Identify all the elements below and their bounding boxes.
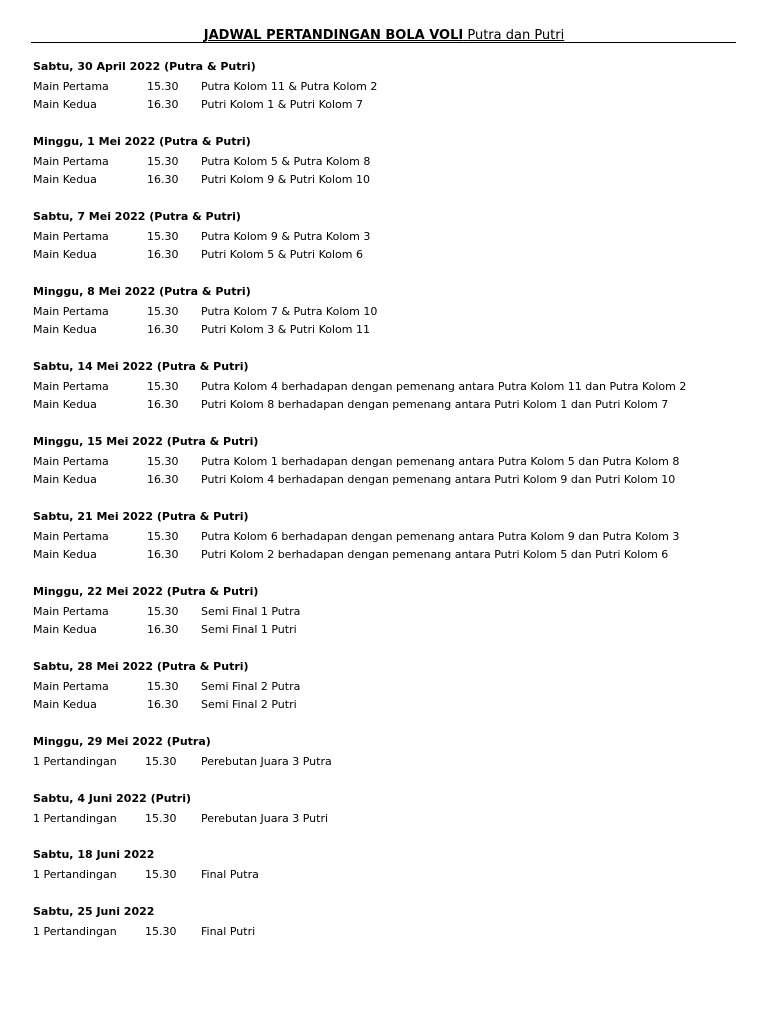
schedule-day-section bbox=[33, 904, 753, 941]
match-description: Final Putra bbox=[201, 868, 259, 881]
section-spacer bbox=[33, 884, 753, 904]
match-label: Main Pertama bbox=[33, 455, 109, 468]
match-row bbox=[33, 528, 753, 546]
schedule-day-section bbox=[33, 134, 753, 209]
match-label: Main Kedua bbox=[33, 547, 97, 561]
schedule-day-section bbox=[33, 509, 753, 584]
match-description: Putra Kolom 4 berhadapan dengan pemenang antara Putra Kolom 11 dan Putra Kolom 2 bbox=[201, 380, 687, 393]
match-label: Main Kedua bbox=[33, 172, 97, 186]
day-heading: Minggu, 22 Mei 2022 (Putra & Putri) bbox=[33, 585, 259, 598]
match-description: Semi Final 2 Putra bbox=[201, 680, 301, 693]
match-label: Main Kedua bbox=[33, 322, 97, 336]
match-time: 15.30 bbox=[145, 924, 177, 938]
match-description: Putra Kolom 5 & Putra Kolom 8 bbox=[201, 155, 371, 168]
match-description: Putra Kolom 11 & Putra Kolom 2 bbox=[201, 80, 378, 93]
match-time: 15.30 bbox=[147, 380, 179, 393]
match-row bbox=[33, 78, 753, 96]
section-spacer bbox=[33, 113, 753, 134]
section-spacer bbox=[33, 413, 753, 434]
match-row bbox=[33, 321, 753, 339]
match-time: 16.30 bbox=[147, 472, 179, 486]
day-heading: Minggu, 15 Mei 2022 (Putra & Putri) bbox=[33, 435, 259, 448]
schedule-day-section bbox=[33, 359, 753, 434]
section-spacer bbox=[33, 771, 753, 791]
match-row bbox=[33, 453, 753, 471]
match-label: 1 Pertandingan bbox=[33, 811, 117, 825]
match-row bbox=[33, 303, 753, 321]
schedule-day-section bbox=[33, 284, 753, 359]
match-label: Main Pertama bbox=[33, 380, 109, 393]
match-description: Putra Kolom 9 & Putra Kolom 3 bbox=[201, 230, 371, 243]
section-spacer bbox=[33, 188, 753, 209]
match-time: 15.30 bbox=[147, 230, 179, 243]
match-description: Final Putri bbox=[201, 924, 256, 938]
match-description: Perebutan Juara 3 Putri bbox=[201, 811, 329, 825]
match-time: 15.30 bbox=[147, 605, 179, 618]
match-time: 15.30 bbox=[147, 80, 179, 93]
match-time: 16.30 bbox=[147, 322, 179, 336]
schedule-day-section bbox=[33, 734, 753, 791]
section-spacer bbox=[33, 713, 753, 734]
match-label: Main Kedua bbox=[33, 472, 97, 486]
match-row bbox=[33, 246, 753, 264]
schedule-day-section bbox=[33, 584, 753, 659]
match-time: 15.30 bbox=[147, 530, 179, 543]
match-time: 15.30 bbox=[147, 155, 179, 168]
match-description: Putri Kolom 5 & Putri Kolom 6 bbox=[201, 247, 363, 261]
match-time: 15.30 bbox=[145, 868, 177, 881]
day-heading: Sabtu, 4 Juni 2022 (Putri) bbox=[33, 791, 192, 805]
match-label: Main Pertama bbox=[33, 80, 109, 93]
match-row bbox=[33, 396, 753, 414]
match-label: Main Kedua bbox=[33, 697, 97, 711]
match-description: Perebutan Juara 3 Putra bbox=[201, 755, 332, 768]
match-time: 15.30 bbox=[147, 680, 179, 693]
match-label: Main Kedua bbox=[33, 247, 97, 261]
match-label: 1 Pertandingan bbox=[33, 924, 117, 938]
schedule-day-section bbox=[33, 791, 753, 848]
match-label: 1 Pertandingan bbox=[33, 755, 117, 768]
match-label: Main Kedua bbox=[33, 397, 97, 411]
match-row bbox=[33, 753, 753, 771]
match-description: Putra Kolom 6 berhadapan dengan pemenang antara Putra Kolom 9 dan Putra Kolom 3 bbox=[201, 530, 680, 543]
match-row bbox=[33, 621, 753, 639]
schedule-day-section bbox=[33, 59, 753, 134]
match-description: Semi Final 1 Putri bbox=[201, 622, 297, 636]
match-time: 16.30 bbox=[147, 622, 179, 636]
match-row bbox=[33, 678, 753, 696]
day-heading: Sabtu, 25 Juni 2022 bbox=[33, 904, 155, 918]
day-heading: Sabtu, 7 Mei 2022 (Putra & Putri) bbox=[33, 210, 241, 223]
match-description: Putri Kolom 1 & Putri Kolom 7 bbox=[201, 97, 363, 111]
match-row bbox=[33, 546, 753, 564]
match-label: Main Kedua bbox=[33, 622, 97, 636]
schedule-day-section bbox=[33, 434, 753, 509]
title-main: JADWAL PERTANDINGAN BOLA VOLI bbox=[203, 28, 464, 43]
match-time: 16.30 bbox=[147, 97, 179, 111]
day-heading: Minggu, 29 Mei 2022 (Putra) bbox=[33, 735, 211, 748]
match-label: Main Kedua bbox=[33, 97, 97, 111]
title-rule bbox=[31, 42, 736, 43]
match-time: 15.30 bbox=[147, 455, 179, 468]
match-time: 16.30 bbox=[147, 547, 179, 561]
day-heading: Minggu, 8 Mei 2022 (Putra & Putri) bbox=[33, 285, 251, 298]
match-description: Semi Final 2 Putri bbox=[201, 697, 297, 711]
match-row bbox=[33, 153, 753, 171]
match-description: Putri Kolom 9 & Putri Kolom 10 bbox=[201, 172, 370, 186]
section-spacer bbox=[33, 488, 753, 509]
match-row bbox=[33, 866, 753, 884]
match-time: 16.30 bbox=[147, 247, 179, 261]
match-row bbox=[33, 696, 753, 714]
match-label: 1 Pertandingan bbox=[33, 868, 117, 881]
day-heading: Sabtu, 21 Mei 2022 (Putra & Putri) bbox=[33, 510, 249, 523]
match-row bbox=[33, 603, 753, 621]
match-row bbox=[33, 378, 753, 396]
match-label: Main Pertama bbox=[33, 530, 109, 543]
match-description: Putra Kolom 1 berhadapan dengan pemenang antara Putra Kolom 5 dan Putra Kolom 8 bbox=[201, 455, 680, 468]
section-spacer bbox=[33, 263, 753, 284]
section-spacer bbox=[33, 638, 753, 659]
match-row bbox=[33, 923, 753, 941]
day-heading: Sabtu, 14 Mei 2022 (Putra & Putri) bbox=[33, 360, 249, 373]
match-row bbox=[33, 810, 753, 828]
section-spacer bbox=[33, 563, 753, 584]
match-label: Main Pertama bbox=[33, 305, 109, 318]
match-time: 15.30 bbox=[145, 755, 177, 768]
schedule-day-section bbox=[33, 659, 753, 734]
match-row bbox=[33, 228, 753, 246]
section-spacer bbox=[33, 338, 753, 359]
title-sub: Putra dan Putri bbox=[467, 28, 565, 43]
day-heading: Sabtu, 18 Juni 2022 bbox=[33, 848, 155, 861]
match-description: Putri Kolom 2 berhadapan dengan pemenang antara Putri Kolom 5 dan Putri Kolom 6 bbox=[201, 547, 669, 561]
match-label: Main Pertama bbox=[33, 680, 109, 693]
match-time: 15.30 bbox=[145, 811, 177, 825]
match-description: Putri Kolom 8 berhadapan dengan pemenang antara Putri Kolom 1 dan Putri Kolom 7 bbox=[201, 397, 669, 411]
section-spacer bbox=[33, 827, 753, 847]
match-time: 16.30 bbox=[147, 172, 179, 186]
match-description: Putra Kolom 7 & Putra Kolom 10 bbox=[201, 305, 378, 318]
day-heading: Sabtu, 28 Mei 2022 (Putra & Putri) bbox=[33, 660, 249, 673]
match-description: Semi Final 1 Putra bbox=[201, 605, 301, 618]
day-heading: Sabtu, 30 April 2022 (Putra & Putri) bbox=[33, 60, 256, 73]
match-row bbox=[33, 171, 753, 189]
match-description: Putri Kolom 4 berhadapan dengan pemenang antara Putri Kolom 9 dan Putri Kolom 10 bbox=[201, 472, 676, 486]
schedule-day-section bbox=[33, 847, 753, 904]
match-time: 15.30 bbox=[147, 305, 179, 318]
match-label: Main Pertama bbox=[33, 230, 109, 243]
match-label: Main Pertama bbox=[33, 605, 109, 618]
match-label: Main Pertama bbox=[33, 155, 109, 168]
schedule-day-section bbox=[33, 209, 753, 284]
match-row bbox=[33, 471, 753, 489]
schedule-list bbox=[33, 59, 753, 940]
match-time: 16.30 bbox=[147, 697, 179, 711]
match-description: Putri Kolom 3 & Putri Kolom 11 bbox=[201, 322, 370, 336]
match-row bbox=[33, 96, 753, 114]
match-time: 16.30 bbox=[147, 397, 179, 411]
day-heading: Minggu, 1 Mei 2022 (Putra & Putri) bbox=[33, 135, 251, 148]
